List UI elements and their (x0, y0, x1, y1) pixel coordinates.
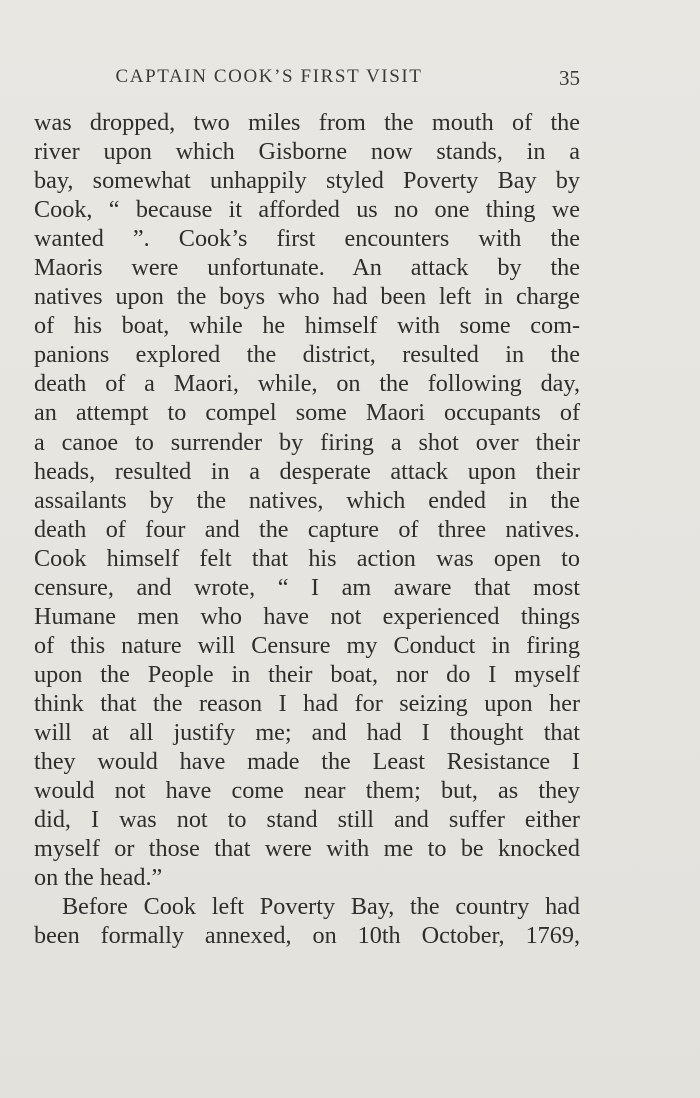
text-line: of this nature will Censure my Conduct in firing (34, 631, 580, 659)
text-line: panions explored the district, resulted in the (34, 341, 580, 369)
text-line: did, I was not to stand still and suffer either (34, 806, 580, 834)
text-line: heads, resulted in a desperate attack upon their (34, 457, 580, 485)
text-line: an attempt to compel some Maori occupants of (34, 399, 580, 427)
running-title: CAPTAIN COOK’S FIRST VISIT (115, 66, 423, 87)
text-line: Maoris were unfortunate. An attack by the (34, 254, 580, 282)
text-line: they would have made the Least Resistance I (34, 748, 580, 776)
text-line: been formally annexed, on 10th October, 1769, (34, 922, 580, 950)
text-line: myself or those that were with me to be knocked (34, 835, 580, 863)
page-number: 35 (559, 66, 580, 90)
text-line: think that the reason I had for seizing upon her (34, 689, 580, 717)
text-line: river upon which Gisborne now stands, in a (34, 138, 580, 166)
text-line: Humane men who have not experienced things (34, 602, 580, 630)
text-line: assailants by the natives, which ended in the (34, 486, 580, 514)
text-line: censure, and wrote, “ I am aware that most (34, 573, 580, 601)
text-line: death of a Maori, while, on the following day, (34, 370, 580, 398)
text-line: of his boat, while he himself with some com- (34, 312, 580, 340)
paragraph-end-line: on the head.” (34, 864, 163, 892)
text-line: Cook, “ because it afforded us no one thing we (34, 196, 580, 224)
text-line: Cook himself felt that his action was open to (34, 544, 580, 572)
text-line: will at all justify me; and had I thought that (34, 718, 580, 746)
body-text (34, 108, 580, 950)
text-line: upon the People in their boat, nor do I myself (34, 660, 580, 688)
running-head (34, 66, 580, 96)
text-line: bay, somewhat unhappily styled Poverty Bay by (34, 167, 580, 195)
text-line: would not have come near them; but, as they (34, 777, 580, 805)
text-line: death of four and the capture of three natives. (34, 515, 580, 543)
text-line: a canoe to surrender by firing a shot over their (34, 428, 580, 456)
text-line: was dropped, two miles from the mouth of the (34, 109, 580, 136)
text-line: wanted ”. Cook’s first encounters with the (34, 225, 580, 253)
paragraph-start-line: Before Cook left Poverty Bay, the country had (62, 893, 580, 921)
text-line: natives upon the boys who had been left in charge (34, 283, 580, 311)
